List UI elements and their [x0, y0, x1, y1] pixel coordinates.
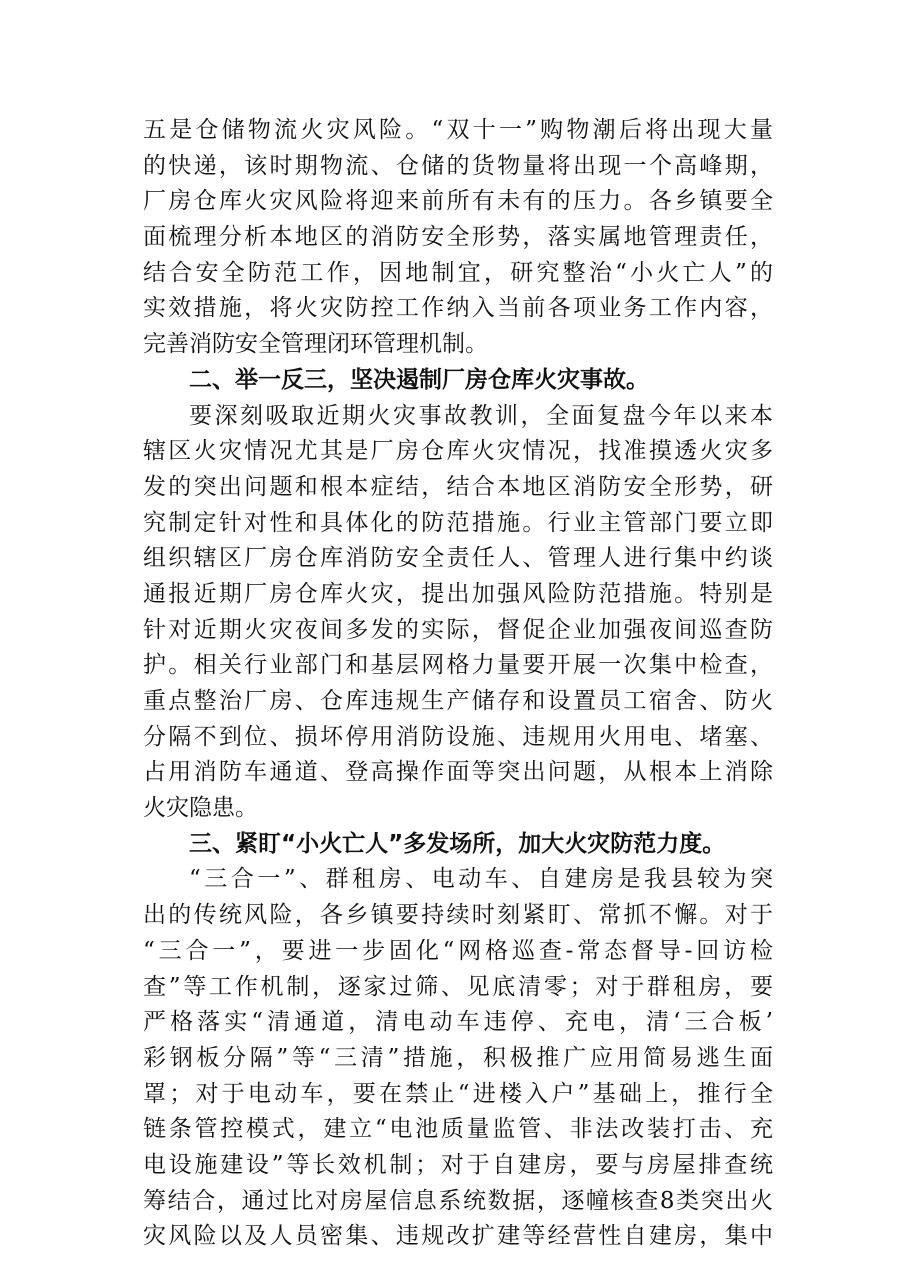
text-line: 筹结合，通过比对房屋信息系统数据，逐幢核查8类突出火: [143, 1187, 773, 1214]
text-line: 厂房仓库火灾风险将迎来前所有未有的压力。各乡镇要全: [143, 188, 773, 215]
text-line: 究制定针对性和具体化的防范措施。行业主管部门要立即: [143, 509, 773, 536]
text-line: 重点整治厂房、仓库违规生产储存和设置员工宿舍、防火: [143, 688, 773, 714]
text-line: 的快递，该时期物流、仓储的货物量将出现一个高峰期，: [143, 152, 773, 179]
text-line: 辖区火灾情况尤其是厂房仓库火灾情况，找准摸透火灾多: [143, 438, 773, 465]
text-line: 链条管控模式，建立“电池质量监管、非法改装打击、充: [143, 1116, 773, 1143]
text-line: 分隔不到位、损坏停用消防设施、违规用火用电、堵塞、: [143, 723, 773, 750]
text-line: 严格落实“清通道，清电动车违停、充电，清‘三合板’: [143, 1009, 773, 1036]
text-line: 灾风险以及人员密集、违规改扩建等经营性自建房，集中: [143, 1223, 773, 1250]
document-body: [143, 113, 773, 1255]
text-line: 电设施建设”等长效机制；对于自建房，要与房屋排查统: [143, 1151, 773, 1178]
text-line: 彩钢板分隔”等“三清”措施，积极推广应用简易逃生面: [143, 1044, 773, 1071]
text-line: 实效措施，将火灾防控工作纳入当前各项业务工作内容，: [143, 295, 773, 322]
text-line: 要深刻吸取近期火灾事故教训，全面复盘今年以来本: [189, 402, 773, 429]
text-line: 查”等工作机制，逐家过筛、见底清零；对于群租房，要: [143, 973, 773, 1000]
text-line: 通报近期厂房仓库火灾，提出加强风险防范措施。特别是: [143, 580, 773, 607]
text-line: 罩；对于电动车，要在禁止“进楼入户”基础上，推行全: [143, 1080, 773, 1107]
text-line: 针对近期火灾夜间多发的实际，督促企业加强夜间巡查防: [143, 616, 773, 643]
text-line: “三合一”、群租房、电动车、自建房是我县较为突: [189, 866, 773, 893]
text-line: “三合一”，要进一步固化“网格巡查-常态督导-回访检: [143, 937, 773, 964]
section-heading-3: 三、紧盯“小火亡人”多发场所，加大火灾防范力度。: [189, 830, 726, 857]
text-line: 占用消防车通道、登高操作面等突出问题，从根本上消除: [143, 759, 773, 786]
text-line: 面梳理分析本地区的消防安全形势，落实属地管理责任，: [143, 224, 773, 251]
text-line: 结合安全防范工作，因地制宜，研究整治“小火亡人”的: [143, 259, 773, 286]
text-line: 发的突出问题和根本症结，结合本地区消防安全形势，研: [143, 473, 773, 500]
text-line: 组织辖区厂房仓库消防安全责任人、管理人进行集中约谈: [143, 545, 773, 572]
text-line: 护。相关行业部门和基层网格力量要开展一次集中检查，: [143, 652, 773, 679]
text-line: 完善消防安全管理闭环管理机制。: [143, 331, 488, 358]
text-line: 五是仓储物流火灾风险。“双十一”购物潮后将出现大量: [143, 117, 773, 143]
text-line: 火灾隐患。: [143, 795, 258, 822]
text-line: 出的传统风险，各乡镇要持续时刻紧盯、常抓不懈。对于: [143, 902, 773, 929]
section-heading-2: 二、举一反三，坚决遏制厂房仓库火灾事故。: [189, 366, 649, 393]
